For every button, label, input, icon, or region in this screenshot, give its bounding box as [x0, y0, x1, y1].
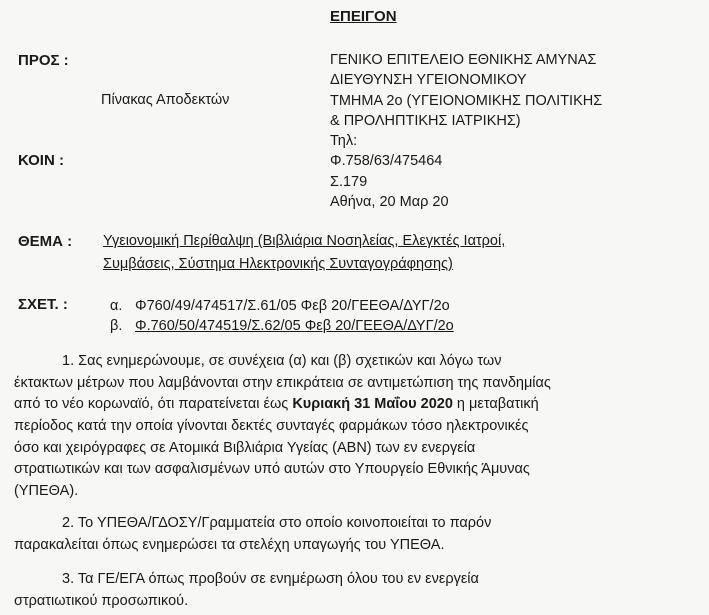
- classification-title: ΕΠΕΙΓΟΝ: [330, 8, 397, 25]
- paragraph-1-line: περίοδος κατά την οποία γίνονται δεκτές συνταγές φαρμάκων τόσο ηλεκτρονικές: [14, 418, 529, 434]
- paragraph-3-line: 3. Τα ΓΕ/ΕΓΑ όπως προβούν σε ενημέρωση όλου του εν ενεργεία: [62, 571, 479, 587]
- deadline-date: Κυριακή 31 Μαΐου 2020: [292, 396, 453, 412]
- paragraph-1-line: στρατιωτικών και των ασφαλισμένων υπό αυτών στο Υπουργείο Εθνικής Άμυνας: [14, 461, 530, 477]
- recipients-table-label: Πίνακας Αποδεκτών: [101, 92, 230, 108]
- date-line: Αθήνα, 20 Μαρ 20: [330, 194, 449, 211]
- serial-number: Σ.179: [330, 173, 368, 190]
- paragraph-1-line: 1. Σας ενημερώνουμε, σε συνέχεια (α) και (β) σχετικών και λόγω των: [62, 353, 502, 369]
- sender-block: [330, 50, 602, 212]
- reference-marker: α.: [110, 298, 123, 314]
- paragraph-2-line: 2. Το ΥΠΕΘΑ/ΓΔΟΣΥ/Γραμματεία στο οποίο κοινοποιείται το παρόν: [62, 515, 492, 531]
- paragraph-1-line: [14, 396, 539, 412]
- koin-label: ΚΟΙΝ :: [18, 152, 64, 169]
- pros-label: ΠΡΟΣ :: [18, 52, 69, 69]
- paragraph-1-line: (ΥΠΕΘΑ).: [14, 483, 79, 499]
- sender-line: ΔΙΕΥΘΥΝΣΗ ΥΓΕΙΟΝΟΜΙΚΟΥ: [330, 72, 527, 89]
- sender-line: Τηλ:: [330, 133, 358, 150]
- sender-line: ΓΕΝΙΚΟ ΕΠΙΤΕΛΕΙΟ ΕΘΝΙΚΗΣ ΑΜΥΝΑΣ: [330, 52, 597, 68]
- subject-line-1: Υγειονομική Περίθαλψη (Βιβλιάρια Νοσηλείας, Ελεγκτές Ιατροί,: [103, 233, 506, 249]
- paragraph-2-line: παρακαλείται όπως ενημερώσει τα στελέχη υπαγωγής του ΥΠΕΘΑ.: [14, 537, 445, 553]
- paragraph-3-line: στρατιωτικού προσωπικού.: [14, 593, 189, 609]
- reference-marker: β.: [110, 318, 123, 334]
- sender-line: ΤΜΗΜΑ 2ο (ΥΓΕΙΟΝΟΜΙΚΗΣ ΠΟΛΙΤΙΚΗΣ: [330, 92, 603, 109]
- references-label: ΣΧΕΤ. :: [18, 296, 68, 313]
- paragraph-1-line: έκτακτων μέτρων που λαμβάνονται στην επικράτεια σε αντιμετώπιση της πανδημίας: [14, 375, 551, 391]
- subject-label: ΘΕΜΑ :: [18, 233, 73, 250]
- protocol-number: Φ.758/63/475464: [330, 153, 443, 170]
- reference-a: Φ760/49/474517/Σ.61/05 Φεβ 20/ΓΕΕΘΑ/ΔΥΓ/2ο: [135, 298, 450, 314]
- subject-line-2: Συμβάσεις, Σύστημα Ηλεκτρονικής Συνταγογράφησης): [103, 256, 453, 272]
- sender-line: & ΠΡΟΛΗΠΤΙΚΗΣ ΙΑΤΡΙΚΗΣ): [330, 112, 521, 129]
- paragraph-1-text: η μεταβατική: [452, 396, 539, 412]
- paragraph-1-text: από το νέο κορωναϊό, ότι παρατείνεται έως: [14, 396, 293, 412]
- paragraph-1-line: όσο και χειρόγραφες σε Ατομικά Βιβλιάρια Υγείας (ΑΒΝ) των εν ενεργεία: [14, 440, 476, 456]
- reference-b: Φ.760/50/474519/Σ.62/05 Φεβ 20/ΓΕΕΘΑ/ΔΥΓ/2ο: [135, 318, 454, 334]
